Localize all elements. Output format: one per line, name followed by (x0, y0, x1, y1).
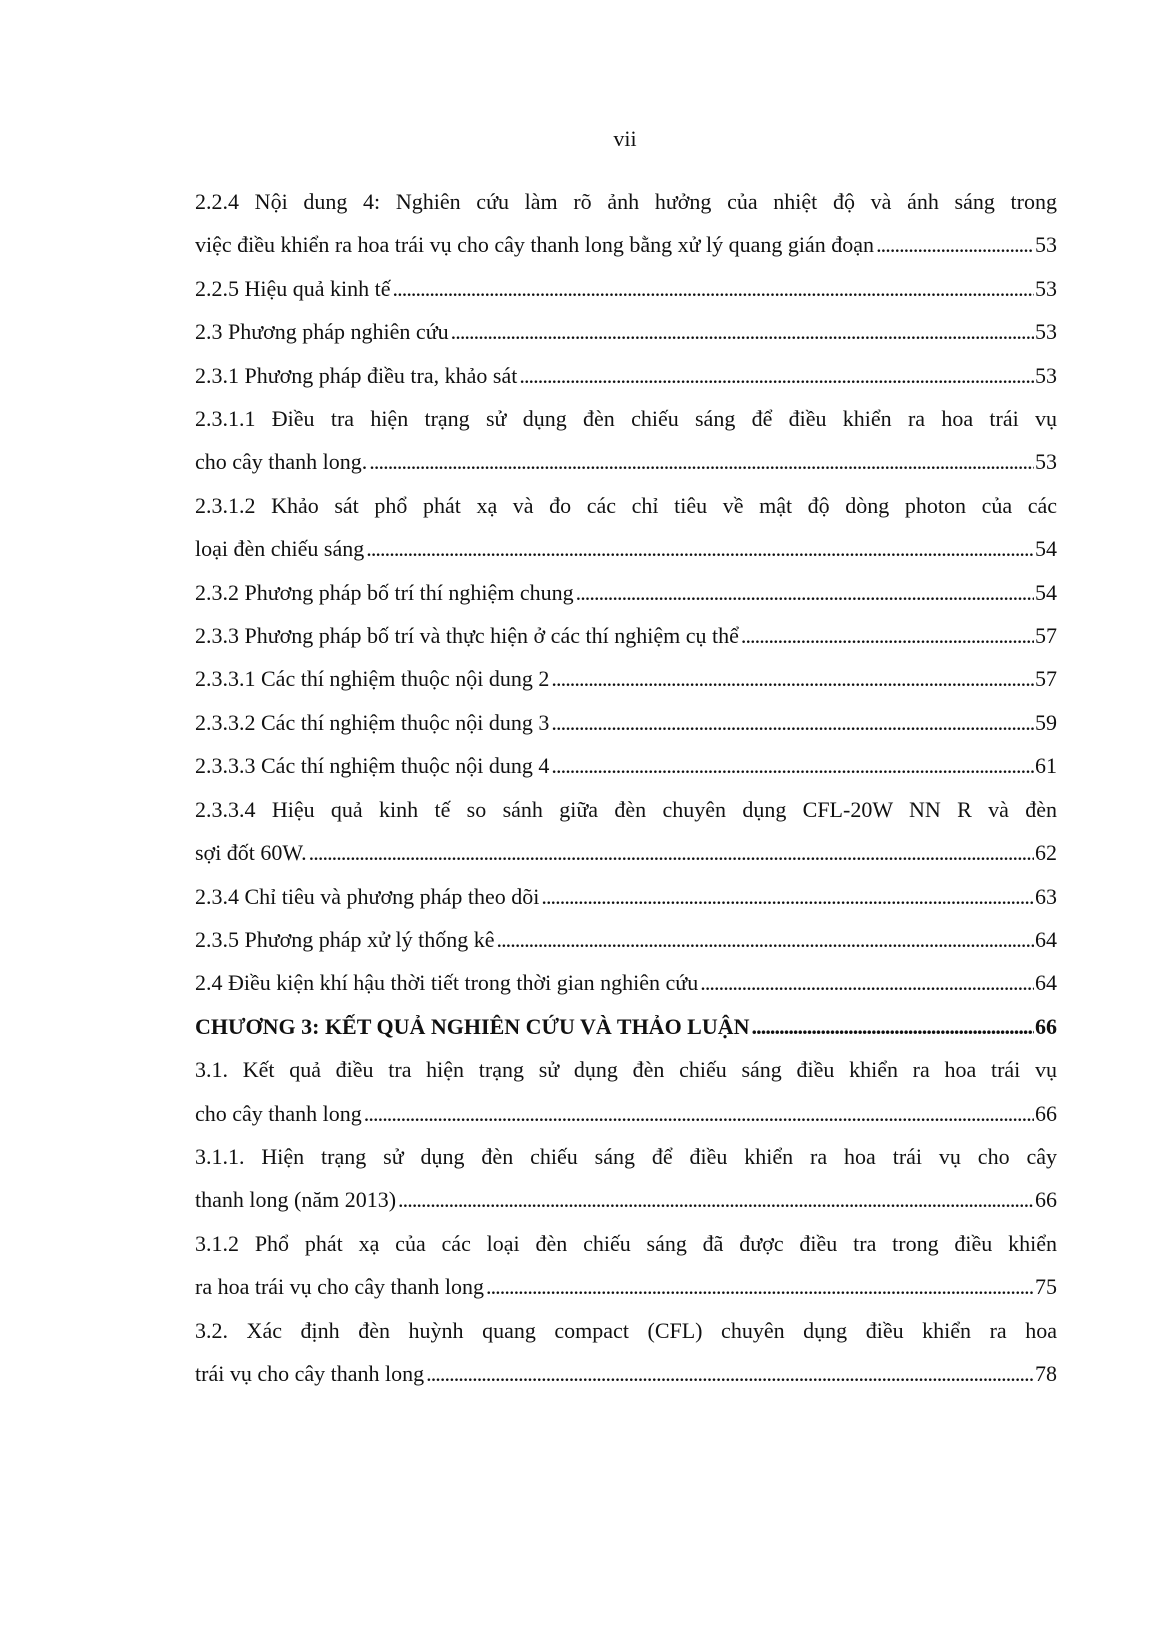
toc-entry-page: 66 (1035, 1100, 1057, 1126)
dot-leader (541, 875, 1034, 918)
toc-entry-page: 57 (1035, 623, 1057, 649)
toc-entry-first-line: 3.2. Xác định đèn huỳnh quang compact (CFL) chuyên dụng điều khiển ra hoa (195, 1317, 1057, 1343)
dot-leader (426, 1352, 1034, 1395)
toc-entry-title: việc điều khiển ra hoa trái vụ cho cây thanh long bằng xử lý quang gián đoạn (195, 232, 875, 258)
toc-entry-page: 64 (1035, 970, 1057, 996)
dot-leader (519, 354, 1034, 397)
toc-entry[interactable] (195, 1222, 1057, 1309)
toc-entry-page: 75 (1035, 1274, 1057, 1300)
toc-entry[interactable] (195, 875, 1057, 918)
dot-leader (451, 310, 1034, 353)
toc-entry[interactable] (195, 571, 1057, 614)
toc-entry[interactable] (195, 1309, 1057, 1396)
toc-entry[interactable] (195, 614, 1057, 657)
toc-entry[interactable] (195, 744, 1057, 787)
dot-leader (309, 831, 1034, 874)
toc-entry-title: thanh long (năm 2013) (195, 1187, 397, 1213)
dot-leader (576, 571, 1034, 614)
toc-entry-page: 53 (1035, 232, 1057, 258)
toc-entry-page: 66 (1035, 1187, 1057, 1213)
toc-entry-page: 53 (1035, 362, 1057, 388)
toc-chapter-entry[interactable] (195, 1005, 1057, 1048)
toc-entry-title: trái vụ cho cây thanh long (195, 1360, 425, 1386)
toc-entry-first-line: 3.1.1. Hiện trạng sử dụng đèn chiếu sáng để điều khiển ra hoa trái vụ cho cây (195, 1143, 1057, 1169)
toc-entry-page: 62 (1035, 840, 1057, 866)
toc-entry-title: 2.2.5 Hiệu quả kinh tế (195, 275, 391, 301)
dot-leader (369, 440, 1034, 483)
toc-entry-first-line: 2.3.1.1 Điều tra hiện trạng sử dụng đèn chiếu sáng để điều khiển ra hoa trái vụ (195, 406, 1057, 432)
toc-entry[interactable] (195, 1048, 1057, 1135)
dot-leader (876, 223, 1034, 266)
dot-leader (366, 527, 1034, 570)
dot-leader (752, 1005, 1034, 1048)
toc-entry-title: 2.3.4 Chỉ tiêu và phương pháp theo dõi (195, 883, 540, 909)
toc-entry-page: 54 (1035, 579, 1057, 605)
toc-entry-first-line: 3.1. Kết quả điều tra hiện trạng sử dụng đèn chiếu sáng điều khiển ra hoa trái vụ (195, 1057, 1057, 1083)
toc-entry[interactable] (195, 267, 1057, 310)
toc-entry-page: 78 (1035, 1360, 1057, 1386)
toc-entry-first-line: 2.3.3.4 Hiệu quả kinh tế so sánh giữa đèn chuyên dụng CFL-20W NN R và đèn (195, 796, 1057, 822)
toc-entry[interactable] (195, 354, 1057, 397)
toc-entry-page: 63 (1035, 883, 1057, 909)
toc-entry-title: 2.3.3.3 Các thí nghiệm thuộc nội dung 4 (195, 753, 550, 779)
toc-entry-first-line: 2.2.4 Nội dung 4: Nghiên cứu làm rõ ảnh hưởng của nhiệt độ và ánh sáng trong (195, 189, 1057, 214)
toc-entry-title: ra hoa trái vụ cho cây thanh long (195, 1274, 484, 1300)
toc-entry-page: 61 (1035, 753, 1057, 779)
toc-chapter-title: CHƯƠNG 3: KẾT QUẢ NGHIÊN CỨU VÀ THẢO LUẬN (195, 1013, 750, 1039)
toc-entry-title: sợi đốt 60W. (195, 840, 307, 866)
dot-leader (393, 267, 1034, 310)
dot-leader (364, 1092, 1034, 1135)
toc-entry-first-line: 3.1.2 Phổ phát xạ của các loại đèn chiếu sáng đã được điều tra trong điều khiển (195, 1230, 1057, 1256)
toc-entry-title: 2.4 Điều kiện khí hậu thời tiết trong thời gian nghiên cứu (195, 970, 699, 996)
toc-entry-page: 66 (1035, 1013, 1057, 1039)
toc-entry-title: 2.3.1 Phương pháp điều tra, khảo sát (195, 362, 518, 388)
toc-entry[interactable] (195, 1135, 1057, 1222)
dot-leader (398, 1178, 1034, 1221)
toc-entry[interactable] (195, 657, 1057, 700)
dot-leader (741, 614, 1034, 657)
table-of-contents (195, 180, 1057, 1395)
dot-leader (486, 1265, 1034, 1308)
toc-entry-title: 2.3.5 Phương pháp xử lý thống kê (195, 926, 495, 952)
toc-entry-title: 2.3.3 Phương pháp bố trí và thực hiện ở các thí nghiệm cụ thể (195, 623, 739, 649)
toc-entry-title: 2.3.3.1 Các thí nghiệm thuộc nội dung 2 (195, 666, 550, 692)
toc-entry-page: 59 (1035, 709, 1057, 735)
toc-entry[interactable] (195, 180, 1057, 267)
toc-entry-first-line: 2.3.1.2 Khảo sát phổ phát xạ và đo các chỉ tiêu về mật độ dòng photon của các (195, 492, 1057, 518)
dot-leader (551, 701, 1034, 744)
toc-entry[interactable] (195, 701, 1057, 744)
dot-leader (496, 918, 1034, 961)
toc-entry-title: 2.3.2 Phương pháp bố trí thí nghiệm chung (195, 579, 574, 605)
toc-entry[interactable] (195, 788, 1057, 875)
toc-entry[interactable] (195, 961, 1057, 1004)
toc-entry-page: 54 (1035, 536, 1057, 562)
toc-entry[interactable] (195, 397, 1057, 484)
toc-entry-title: cho cây thanh long. (195, 449, 368, 475)
toc-entry-page: 64 (1035, 926, 1057, 952)
toc-entry-page: 53 (1035, 449, 1057, 475)
page-number: vii (613, 126, 637, 151)
toc-entry-page: 53 (1035, 319, 1057, 345)
dot-leader (551, 657, 1034, 700)
toc-entry[interactable] (195, 484, 1057, 571)
dot-leader (700, 961, 1034, 1004)
toc-entry-title: cho cây thanh long (195, 1100, 362, 1126)
toc-entry-title: 2.3 Phương pháp nghiên cứu (195, 319, 449, 345)
toc-entry-title: loại đèn chiếu sáng (195, 536, 365, 562)
toc-entry[interactable] (195, 918, 1057, 961)
dot-leader (551, 744, 1034, 787)
toc-entry-page: 57 (1035, 666, 1057, 692)
toc-entry-page: 53 (1035, 275, 1057, 301)
toc-entry[interactable] (195, 310, 1057, 353)
toc-entry-title: 2.3.3.2 Các thí nghiệm thuộc nội dung 3 (195, 709, 550, 735)
